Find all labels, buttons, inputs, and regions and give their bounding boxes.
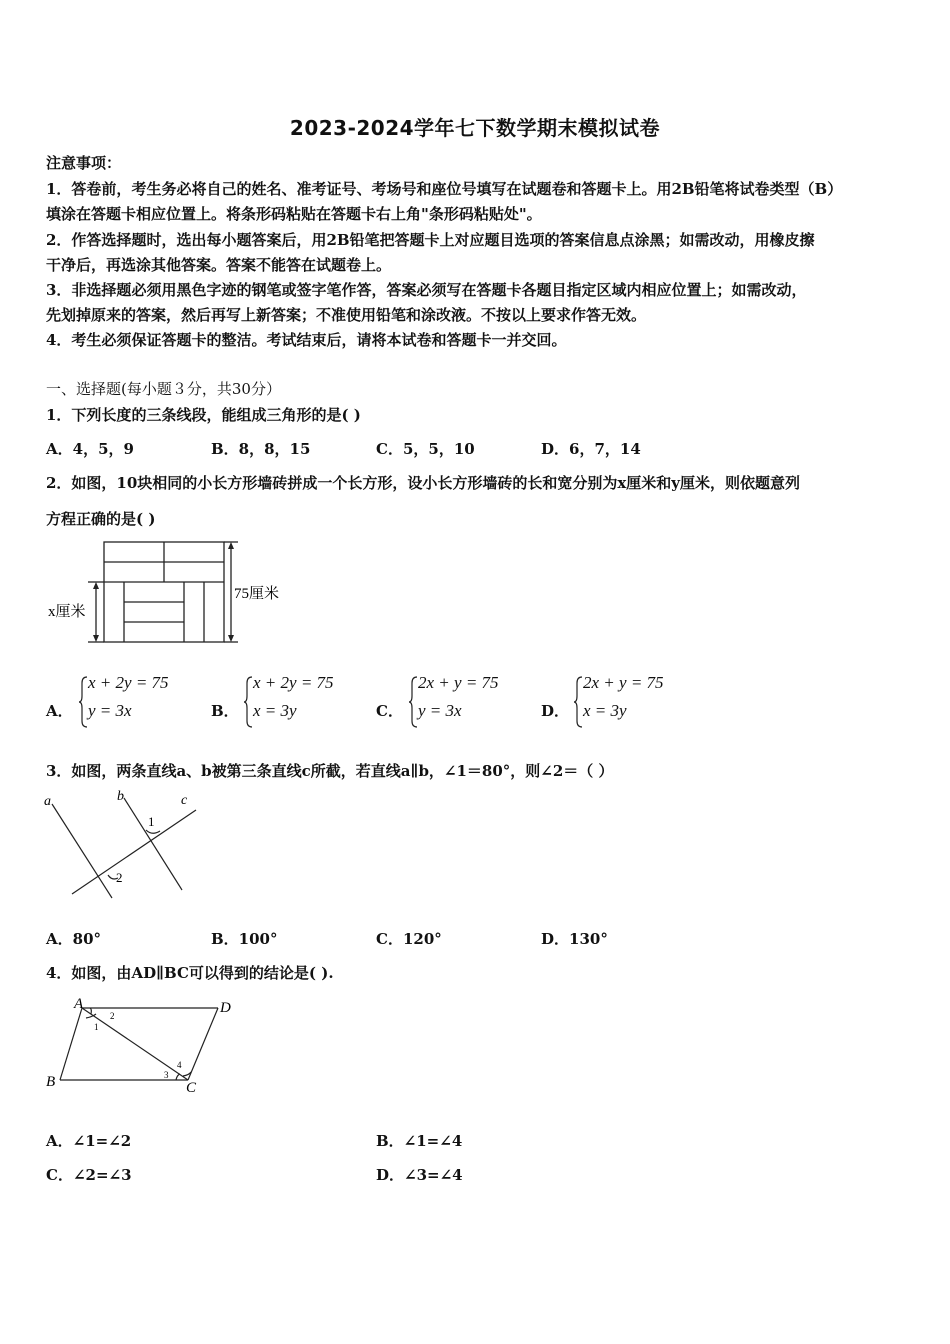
equation: x + 2y = 75 xyxy=(253,673,334,692)
equation: y = 3x xyxy=(88,701,132,720)
q4-label-D: D xyxy=(220,1000,231,1016)
equation: y = 3x xyxy=(418,701,462,720)
q1-option-c[interactable]: C．5，5，10 xyxy=(376,440,475,458)
q2-option-a-system[interactable] xyxy=(78,675,188,731)
q4-angle-2: 2 xyxy=(110,1011,115,1021)
q4-stem: 4．如图，由AD∥BC可以得到的结论是( ). xyxy=(46,964,334,982)
q1-stem: 1．下列长度的三条线段，能组成三角形的是( ) xyxy=(46,406,361,424)
q2-brick-figure xyxy=(40,536,300,652)
q4-angle-3: 3 xyxy=(164,1070,169,1080)
q2-option-d-system[interactable] xyxy=(573,675,683,731)
equation: 2x + y = 75 xyxy=(418,673,499,692)
brace-icon xyxy=(573,675,583,729)
q3-label-c: c xyxy=(181,793,188,808)
notice-line: 2．作答选择题时，选出每小题答案后，用2B铅笔把答题卡上对应题目选项的答案信息点涂黑；如需改动，用橡皮擦 xyxy=(46,231,815,249)
q2-x-label: x厘米 xyxy=(48,604,86,620)
q4-option-b[interactable]: B．∠1=∠4 xyxy=(376,1132,463,1150)
q4-option-d[interactable]: D．∠3=∠4 xyxy=(376,1166,463,1184)
notice-heading: 注意事项： xyxy=(46,154,122,172)
q2-option-c-system[interactable] xyxy=(408,675,518,731)
brace-icon xyxy=(243,675,253,729)
q4-label-B: B xyxy=(46,1074,56,1090)
notice-line: 3．非选择题必须用黑色字迹的钢笔或签字笔作答，答案必须写在答题卡各题目指定区域内相应位置上；如需改动， xyxy=(46,281,807,299)
section-heading: 一、选择题(每小题３分，共30分） xyxy=(46,380,281,398)
notice-line: 干净后，再选涂其他答案。答案不能答在试题卷上。 xyxy=(46,256,392,274)
q2-option-d-letter[interactable]: D． xyxy=(541,702,570,720)
q2-75-label: 75厘米 xyxy=(234,586,280,602)
q1-option-a[interactable]: A．4，5，9 xyxy=(46,440,134,458)
notice-line: 先划掉原来的答案，然后再写上新答案；不准使用铅笔和涂改液。不按以上要求作答无效。 xyxy=(46,306,647,324)
q4-label-A: A xyxy=(74,996,84,1012)
q4-angle-4: 4 xyxy=(177,1060,182,1070)
q3-angle-2: 2 xyxy=(116,870,123,885)
brace-icon xyxy=(408,675,418,729)
q3-label-a: a xyxy=(44,794,51,809)
equation: x + 2y = 75 xyxy=(88,673,169,692)
page-title: 2023-2024学年七下数学期末模拟试卷 xyxy=(289,116,661,140)
notice-line: 4．考生必须保证答题卡的整洁。考试结束后，请将本试卷和答题卡一并交回。 xyxy=(46,331,567,349)
brace-icon xyxy=(78,675,88,729)
q2-option-a-letter[interactable]: A． xyxy=(46,702,73,720)
q3-option-a[interactable]: A．80° xyxy=(46,930,102,948)
q4-angle-1: 1 xyxy=(94,1022,99,1032)
q2-option-b-letter[interactable]: B． xyxy=(211,702,239,720)
equation: 2x + y = 75 xyxy=(583,673,664,692)
q1-option-d[interactable]: D．6，7，14 xyxy=(541,440,641,458)
q2-stem-line1: 2．如图，10块相同的小长方形墙砖拼成一个长方形，设小长方形墙砖的长和宽分别为x厘米和y厘米，则依题意列 xyxy=(46,474,800,492)
q3-option-d[interactable]: D．130° xyxy=(541,930,608,948)
q2-option-b-system[interactable] xyxy=(243,675,353,731)
q3-stem: 3．如图，两条直线a、b被第三条直线c所截，若直线a∥b，∠1＝80°，则∠2＝（ ） xyxy=(46,762,614,780)
notice-line: 1．答卷前，考生务必将自己的姓名、准考证号、考场号和座位号填写在试题卷和答题卡上。用2B铅笔将试卷类型（B） xyxy=(46,180,843,198)
q4-label-C: C xyxy=(186,1080,197,1096)
q3-label-b: b xyxy=(117,789,124,804)
q1-option-b[interactable]: B．8，8，15 xyxy=(211,440,311,458)
equation: x = 3y xyxy=(253,701,297,720)
notice-line: 填涂在答题卡相应位置上。将条形码粘贴在答题卡右上角"条形码粘贴处"。 xyxy=(46,205,542,223)
q4-option-a[interactable]: A．∠1=∠2 xyxy=(46,1132,132,1150)
q3-option-b[interactable]: B．100° xyxy=(211,930,278,948)
q3-angle-1: 1 xyxy=(148,814,155,829)
q4-parallelogram-figure xyxy=(40,992,240,1096)
q3-option-c[interactable]: C．120° xyxy=(376,930,442,948)
equation: x = 3y xyxy=(583,701,627,720)
q2-stem-line2: 方程正确的是( ) xyxy=(46,510,156,528)
q3-lines-figure xyxy=(40,788,210,900)
q4-option-c[interactable]: C．∠2=∠3 xyxy=(46,1166,132,1184)
q2-option-c-letter[interactable]: C． xyxy=(376,702,403,720)
